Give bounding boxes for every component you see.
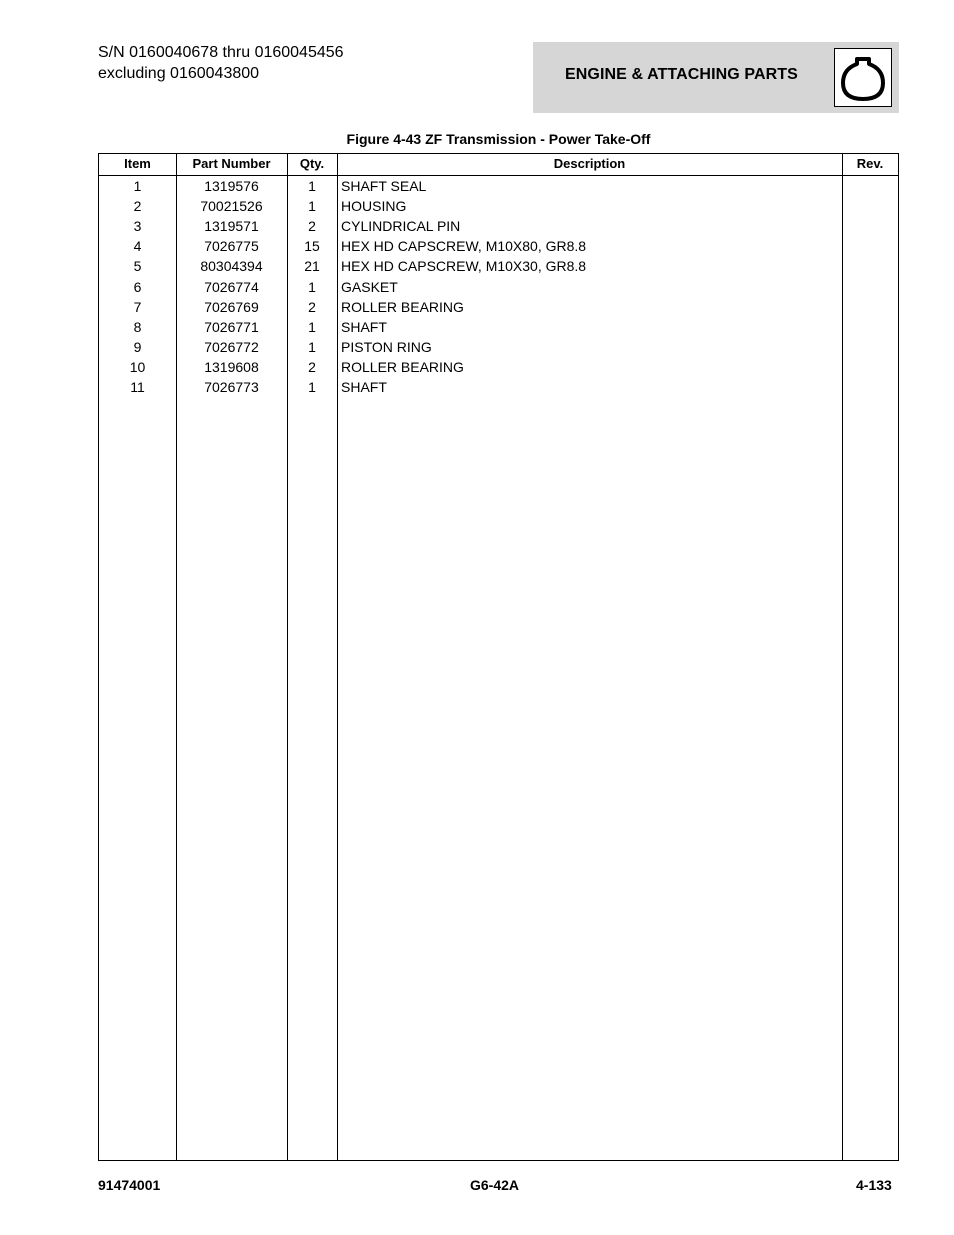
description-cell: SHAFT — [341, 379, 387, 395]
description-cell: SHAFT — [341, 318, 387, 335]
description-cell: SHAFT SEAL — [341, 178, 427, 194]
qty-cell: 1 — [308, 178, 316, 194]
table-row — [99, 216, 898, 236]
figure-title: Figure 4-43 ZF Transmission - Power Take-Off — [346, 131, 651, 147]
description-cell: ROLLER BEARING — [341, 298, 464, 315]
qty-cell: 21 — [304, 258, 320, 275]
qty-cell: 2 — [308, 218, 316, 235]
item-cell: 9 — [133, 338, 142, 355]
qty-cell: 2 — [308, 358, 316, 375]
part-number-cell: 7026771 — [204, 318, 259, 335]
serial-line-1: S/N 0160040678 thru 0160045456 — [98, 44, 344, 61]
item-cell: 10 — [129, 358, 146, 375]
table-row — [99, 196, 898, 216]
serial-line-2: excluding 0160043800 — [98, 65, 260, 82]
description-cell: HEX HD CAPSCREW, M10X80, GR8.8 — [341, 238, 587, 255]
description-cell: ROLLER BEARING — [341, 358, 464, 375]
section-title: ENGINE & ATTACHING PARTS — [565, 66, 798, 83]
part-number-cell: 7026772 — [204, 338, 259, 355]
column-header-rev: Rev. — [856, 156, 884, 171]
table-row — [99, 357, 898, 377]
item-cell: 8 — [133, 318, 142, 335]
part-number-cell: 1319576 — [204, 178, 259, 194]
item-cell: 5 — [133, 258, 142, 275]
part-number-cell: 1319608 — [204, 358, 259, 375]
qty-cell: 1 — [308, 318, 316, 335]
table-row — [99, 317, 898, 337]
section-header — [533, 42, 899, 113]
description-cell: GASKET — [341, 278, 398, 295]
item-cell: 7 — [133, 298, 142, 315]
table-row — [99, 236, 898, 256]
engine-icon — [834, 48, 892, 107]
serial-number-range — [98, 42, 344, 84]
part-number-cell: 7026774 — [204, 278, 259, 295]
qty-cell: 1 — [308, 338, 316, 355]
column-header-item: Item — [124, 156, 151, 171]
item-cell: 3 — [133, 218, 142, 235]
part-number-cell: 1319571 — [204, 218, 259, 235]
description-cell: HEX HD CAPSCREW, M10X30, GR8.8 — [341, 258, 587, 275]
table-row — [99, 176, 898, 196]
description-cell: HOUSING — [341, 198, 407, 215]
item-cell: 6 — [133, 278, 142, 295]
table-row — [99, 377, 898, 397]
item-cell: 4 — [133, 238, 142, 255]
column-header-part-number: Part Number — [192, 156, 271, 171]
qty-cell: 15 — [304, 238, 320, 255]
part-number-cell: 70021526 — [200, 198, 263, 215]
qty-cell: 1 — [308, 278, 316, 295]
footer-page-number: 4-133 — [856, 1177, 892, 1193]
part-number-cell: 80304394 — [200, 258, 263, 275]
part-number-cell: 7026769 — [204, 298, 259, 315]
qty-cell: 1 — [308, 198, 316, 215]
part-number-cell: 7026773 — [204, 379, 259, 395]
qty-cell: 1 — [308, 379, 316, 395]
table-row — [99, 297, 898, 317]
description-cell: CYLINDRICAL PIN — [341, 218, 461, 235]
description-cell: PISTON RING — [341, 338, 432, 355]
column-header-description: Description — [553, 156, 626, 171]
item-cell: 2 — [133, 198, 142, 215]
footer-document-number: 91474001 — [98, 1177, 161, 1193]
item-cell: 1 — [133, 178, 142, 194]
parts-table — [98, 153, 899, 1161]
footer-model: G6-42A — [470, 1177, 520, 1193]
table-row — [99, 277, 898, 297]
table-row — [99, 337, 898, 357]
table-row — [99, 256, 898, 276]
part-number-cell: 7026775 — [204, 238, 259, 255]
qty-cell: 2 — [308, 298, 316, 315]
column-header-qty: Qty. — [299, 156, 325, 171]
item-cell: 11 — [130, 379, 145, 395]
